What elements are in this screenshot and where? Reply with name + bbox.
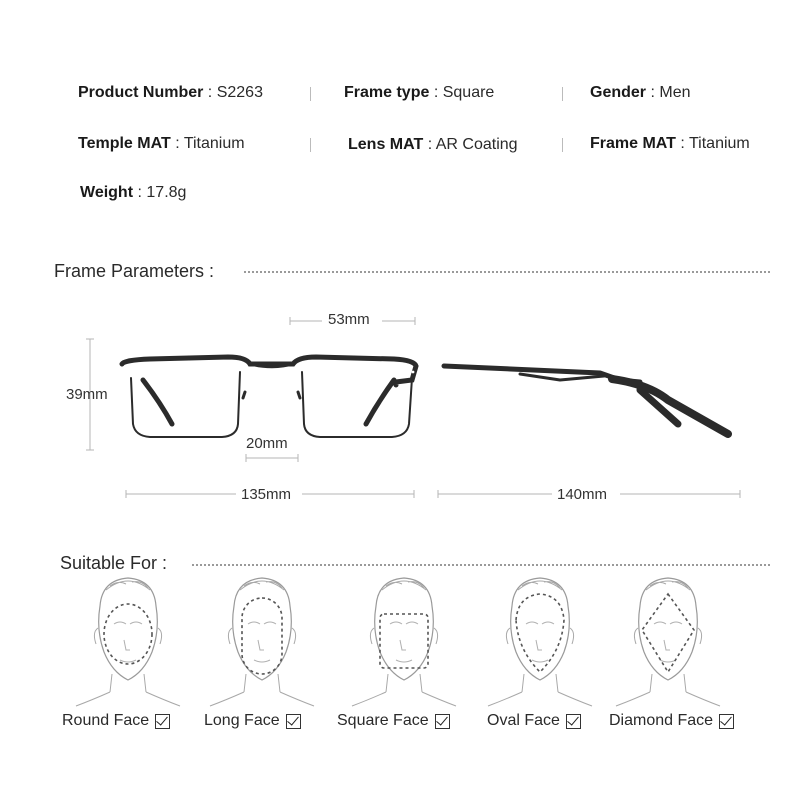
face-label-text: Diamond Face [609, 712, 714, 729]
long-face-icon [210, 578, 314, 706]
lens-width-label: 53mm [328, 311, 370, 328]
frame-width-label: 135mm [241, 486, 292, 503]
spec-label: Product Number [78, 84, 204, 101]
spec-sep: : [207, 84, 213, 101]
round-face-icon [76, 578, 180, 706]
lens-height-label: 39mm [66, 386, 108, 403]
checkbox-icon [566, 714, 581, 729]
bridge-width-label: 20mm [246, 435, 288, 452]
face-label-oval [487, 712, 581, 730]
diamond-face-icon [616, 578, 720, 706]
spec-value: Square [442, 84, 495, 101]
checkbox-icon [286, 714, 301, 729]
checkbox-icon [719, 714, 734, 729]
face-label-long [204, 712, 301, 730]
spec-label: Temple MAT [78, 135, 171, 152]
spec-sep: : [427, 136, 433, 153]
spec-sep: : [680, 135, 685, 152]
spec-value: Titanium [689, 135, 750, 152]
face-label-text: Oval Face [487, 712, 560, 729]
face-label-diamond [609, 712, 734, 730]
frame-parameters-title: Frame Parameters : [54, 261, 215, 281]
spec-value: Titanium [183, 135, 245, 152]
spec-sep: : [175, 135, 180, 152]
spec-value: AR Coating [435, 136, 518, 153]
square-face-icon [352, 578, 456, 706]
oval-face-icon [488, 578, 592, 706]
spec-sep: : [137, 184, 142, 201]
suitable-for-title: Suitable For : [60, 553, 168, 573]
spec-label: Lens MAT [348, 136, 424, 153]
spec-sep: : [433, 84, 439, 101]
temple-length-label: 140mm [557, 486, 608, 503]
spec-label: Gender [590, 84, 647, 101]
face-label-text: Long Face [204, 712, 280, 729]
spec-sep: : [650, 84, 655, 101]
checkbox-icon [155, 714, 170, 729]
spec-value: 17.8g [146, 184, 187, 201]
spec-label: Weight [80, 184, 134, 201]
spec-label: Frame type [344, 84, 430, 101]
face-label-text: Round Face [62, 712, 150, 729]
spec-value: S2263 [216, 84, 263, 101]
spec-label: Frame MAT [590, 135, 676, 152]
checkbox-icon [435, 714, 450, 729]
face-label-text: Square Face [337, 712, 429, 729]
face-label-square [337, 712, 450, 730]
face-label-round [62, 712, 170, 730]
spec-value: Men [659, 84, 691, 101]
